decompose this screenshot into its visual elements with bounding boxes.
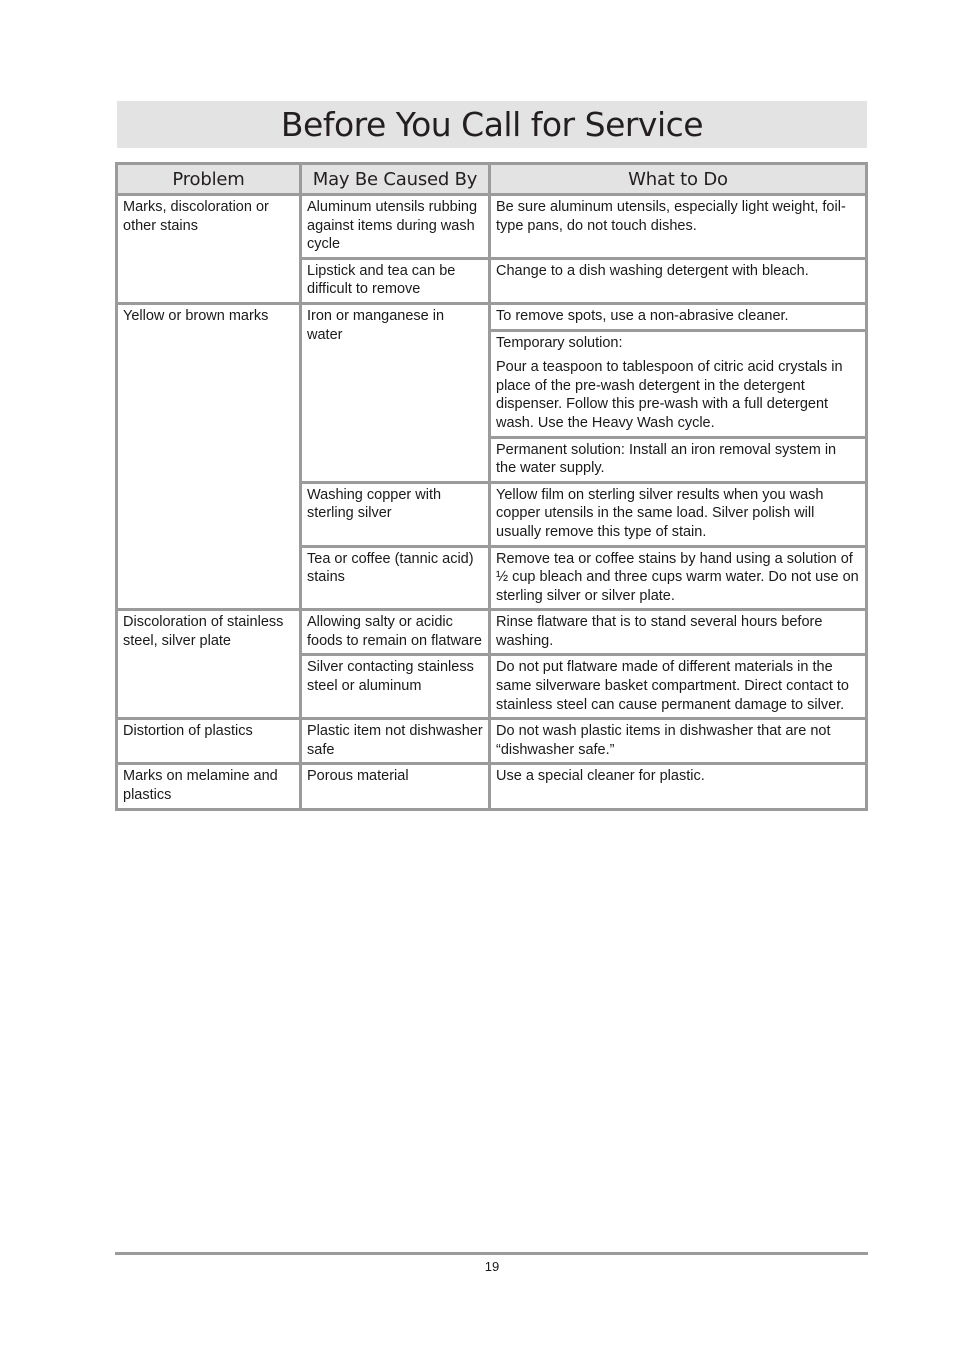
footer-rule [115, 1252, 868, 1255]
cause-cell: Porous material [302, 765, 488, 807]
header-action: What to Do [491, 165, 865, 193]
header-cause: May Be Caused By [302, 165, 488, 193]
action-cell [491, 484, 865, 545]
cause-cell: Silver contacting stainless steel or aluminum [302, 656, 488, 717]
action-text: Do not wash plastic items in dishwasher that are not “dishwasher safe.” [496, 723, 831, 758]
action-text: Permanent solution: Install an iron removal system in the water supply. [496, 441, 837, 477]
action-cell [491, 332, 865, 436]
action-cell [491, 439, 865, 481]
table-row [118, 611, 865, 653]
troubleshooting-table [115, 162, 868, 811]
action-cell [491, 720, 865, 762]
action-text: Pour a teaspoon to tablespoon of citric acid crystals in place of the pre-wash detergent in the detergent dispenser. Follow this pre-wash with a full detergent wash. Use the Heavy Wash cycle. [496, 359, 843, 431]
table-row [118, 196, 865, 257]
problem-cell: Marks, discoloration or other stains [118, 196, 299, 302]
action-text: To remove spots, use a non-abrasive cleaner. [496, 307, 789, 324]
action-text: Temporary solution: [496, 334, 623, 351]
action-cell [491, 656, 865, 717]
table-row [118, 720, 865, 762]
action-cell [491, 196, 865, 257]
problem-cell: Yellow or brown marks [118, 305, 299, 608]
page-number: 19 [484, 1259, 500, 1274]
action-cell [491, 260, 865, 302]
problem-cell: Marks on melamine and plastics [118, 765, 299, 807]
cause-cell: Plastic item not dishwasher safe [302, 720, 488, 762]
action-cell [491, 305, 865, 329]
action-text: Do not put flatware made of different materials in the same silverware basket compartment. Direct contact to stainless steel can cause permanent damage to silver. [496, 659, 849, 713]
cause-cell: Washing copper with sterling silver [302, 484, 488, 545]
table-row [118, 765, 865, 807]
action-text: Be sure aluminum utensils, especially light weight, foil-type pans, do not touch dishes. [496, 199, 846, 234]
table-row [118, 305, 865, 329]
action-text: Remove tea or coffee stains by hand using a solution of ½ cup bleach and three cups warm water. Do not use on sterling silver or silver plate. [496, 550, 859, 604]
action-cell [491, 611, 865, 653]
table-body [118, 196, 865, 808]
action-cell [491, 765, 865, 807]
cause-cell: Allowing salty or acidic foods to remain on flatware [302, 611, 488, 653]
troubleshooting-table-container [115, 162, 868, 811]
action-cell [491, 548, 865, 609]
action-text: Change to a dish washing detergent with bleach. [496, 262, 809, 279]
action-text: Rinse flatware that is to stand several hours before washing. [496, 614, 823, 649]
problem-cell: Discoloration of stainless steel, silver plate [118, 611, 299, 717]
cause-cell: Tea or coffee (tannic acid) stains [302, 548, 488, 609]
table-header-row [118, 165, 865, 193]
action-text: Yellow film on sterling silver results when you wash copper utensils in the same load. Silver polish will usually remove this type of stain. [496, 486, 824, 540]
problem-cell: Distortion of plastics [118, 720, 299, 762]
header-problem: Problem [118, 165, 299, 193]
cause-cell: Lipstick and tea can be difficult to remove [302, 260, 488, 302]
title-bar [117, 101, 867, 148]
action-text: Use a special cleaner for plastic. [496, 768, 705, 785]
cause-cell: Aluminum utensils rubbing against items during wash cycle [302, 196, 488, 257]
cause-cell: Iron or manganese in water [302, 305, 488, 481]
page-title: Before You Call for Service [280, 105, 704, 144]
